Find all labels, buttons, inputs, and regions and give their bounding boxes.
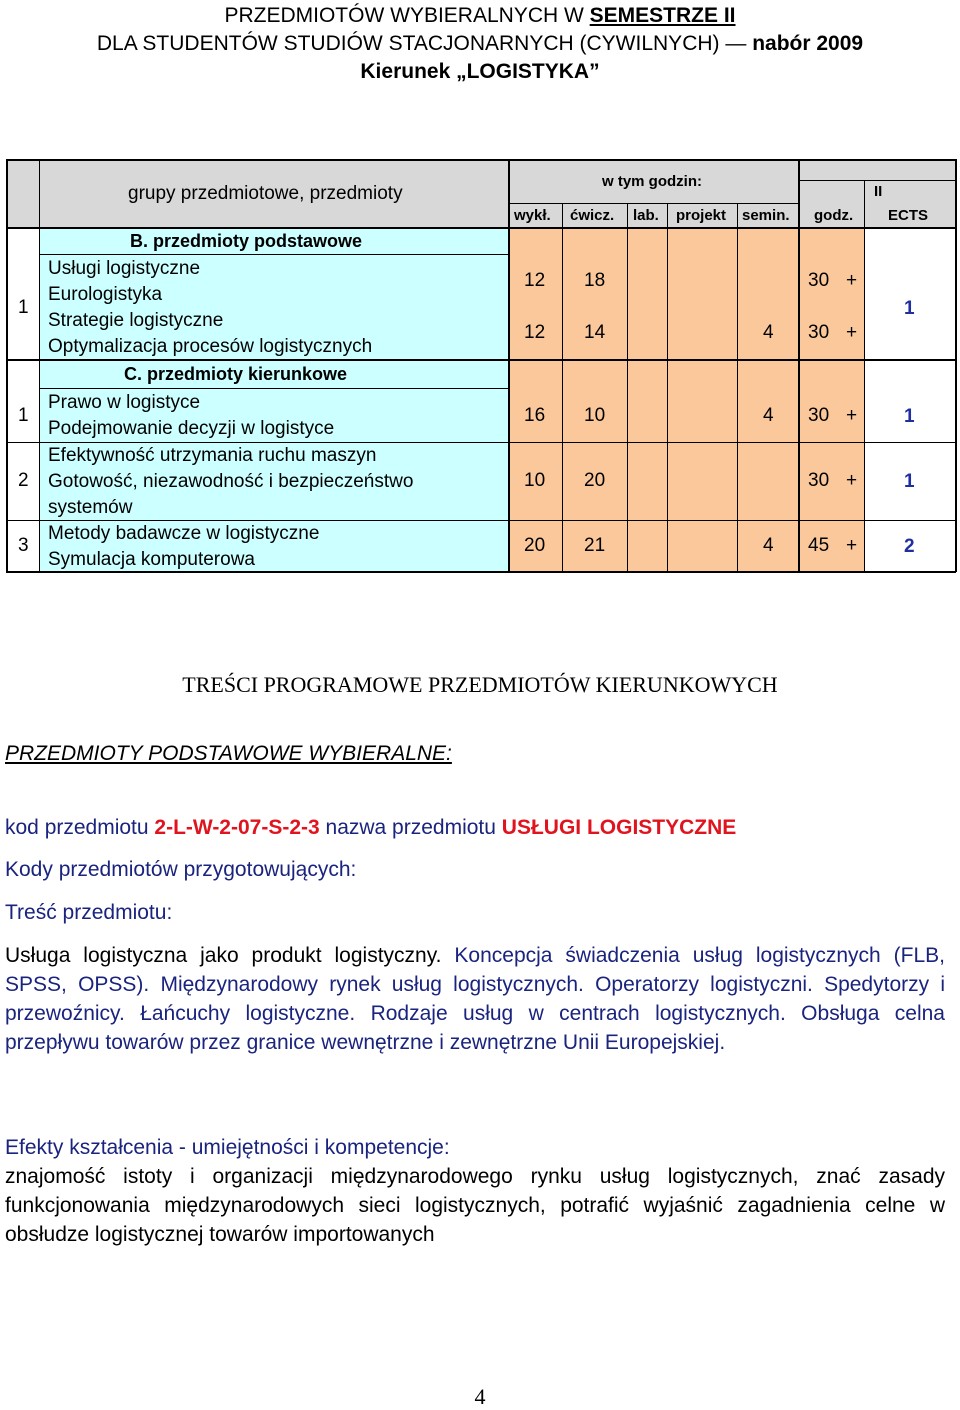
col-ects: ECTS [888, 207, 929, 224]
subject-label: Symulacja komputerowa [48, 549, 255, 570]
godz-value: 30 [808, 270, 830, 291]
subject-label: Gotowość, niezawodność i bezpieczeństwo [48, 471, 414, 492]
subject-label: Efektywność utrzymania ruchu maszyn [48, 445, 377, 466]
wykl-value: 12 [524, 270, 546, 291]
subject-label: Strategie logistyczne [48, 310, 224, 331]
header-dash: — [725, 32, 747, 55]
projekt-value: 4 [763, 405, 774, 426]
plus-sign: + [846, 470, 858, 491]
subject-label: Eurologistyka [48, 284, 163, 305]
header-line-1 [0, 2, 960, 30]
godz-value: 30 [808, 322, 830, 343]
wykl-value: 16 [524, 405, 546, 426]
col-header-subjects: grupy przedmiotowe, przedmioty [128, 183, 403, 204]
content-text-lead: Usługa logistyczna jako produkt logistyczny. [5, 944, 442, 967]
cwicz-value: 18 [584, 270, 606, 291]
godz-value: 30 [808, 470, 830, 491]
projekt-value: 4 [763, 322, 774, 343]
content-paragraph [5, 941, 945, 1057]
prerequisites-label: Kody przedmiotów przygotowujących: [5, 858, 357, 881]
group2-number: 1 [18, 405, 29, 426]
ects-value: 1 [904, 471, 915, 492]
group1-number: 1 [18, 297, 29, 318]
page-number: 4 [474, 1384, 486, 1409]
col-lab: lab. [633, 207, 659, 224]
cwicz-value: 20 [584, 470, 606, 491]
godz-value: 45 [808, 535, 830, 556]
effects-label: Efekty kształcenia - umiejętności i kompetencje: [5, 1136, 450, 1159]
hours-header: w tym godzin: [602, 173, 702, 190]
subject-label: Metody badawcze w logistyczne [48, 523, 320, 544]
ects-value: 1 [904, 406, 915, 427]
plus-sign: + [846, 405, 858, 426]
subject-label: Podejmowanie decyzji w logistyce [48, 418, 335, 439]
subject-label: Prawo w logistyce [48, 392, 201, 413]
subject-label: Usługi logistyczne [48, 258, 201, 279]
content-label: Treść przedmiotu: [5, 901, 173, 924]
header-line-2 [0, 30, 960, 58]
header-line-2-text: DLA STUDENTÓW STUDIÓW STACJONARNYCH (CYWILNYCH) [96, 32, 726, 55]
col-cwicz: ćwicz. [570, 207, 615, 224]
semester-header: II [874, 183, 883, 200]
effects-paragraph: znajomość istoty i organizacji międzynarodowego rynku usług logistycznych, znać zasady funkcjonowania międzynarodowych sieci logistycznych, potrafić wyjaśnić zagadnienia celne w obsłudze logistycznej towarów importowanych [5, 1165, 945, 1246]
godz-value: 30 [808, 405, 830, 426]
subject-label: Optymalizacja procesów logistycznych [48, 336, 373, 357]
col-semin: semin. [742, 207, 790, 224]
plus-sign: + [846, 322, 858, 343]
program-content-title: TREŚCI PROGRAMOWE PRZEDMIOTÓW KIERUNKOWYCH [182, 672, 778, 697]
section-b-label: B. przedmioty podstawowe [130, 231, 363, 251]
group4-number: 3 [18, 535, 29, 556]
projekt-value: 4 [763, 535, 774, 556]
plus-sign: + [846, 535, 858, 556]
col-wykl: wykł. [514, 207, 551, 224]
wykl-value: 20 [524, 535, 546, 556]
group3-number: 2 [18, 470, 29, 491]
col-godz: godz. [814, 207, 854, 224]
code-value: 2-L-W-2-07-S-2-3 [154, 816, 320, 839]
code-label: kod przedmiotu [5, 816, 155, 839]
name-value: USŁUGI LOGISTYCZNE [501, 816, 737, 839]
header-line-3: Kierunek „LOGISTYKA” [360, 60, 600, 83]
cwicz-value: 10 [584, 405, 606, 426]
wykl-value: 10 [524, 470, 546, 491]
col-projekt: projekt [676, 207, 727, 224]
subject-code-line [5, 814, 736, 842]
semester-label: SEMESTRZE II [589, 4, 736, 27]
plus-sign: + [846, 270, 858, 291]
cwicz-value: 14 [584, 322, 606, 343]
name-label: nazwa przedmiotu [319, 816, 502, 839]
header-line-1-text: PRZEDMIOTÓW WYBIERALNYCH W [224, 4, 590, 27]
section-c-label: C. przedmioty kierunkowe [124, 364, 348, 384]
wykl-value: 12 [524, 322, 546, 343]
ects-value: 2 [904, 536, 915, 557]
basic-subjects-subtitle: PRZEDMIOTY PODSTAWOWE WYBIERALNE: [5, 742, 452, 765]
cwicz-value: 21 [584, 535, 606, 556]
ects-value: 1 [904, 298, 915, 319]
subject-label: systemów [48, 497, 133, 518]
content-text-rest: Koncepcja świadczenia usług logistycznych (FLB, SPSS, OPSS). Międzynarodowy rynek usług logistycznych. Operatorzy logistyczni. Spedytorzy i przewoźnicy. Łańcuchy logistyczne. Rodzaje usług w centrach logistycznych. Obsługa celna przepływu towarów przez granice wewnętrzne i zewnętrzne Unii Europejskiej. [5, 944, 946, 1054]
recruitment-year: nabór 2009 [746, 32, 864, 55]
